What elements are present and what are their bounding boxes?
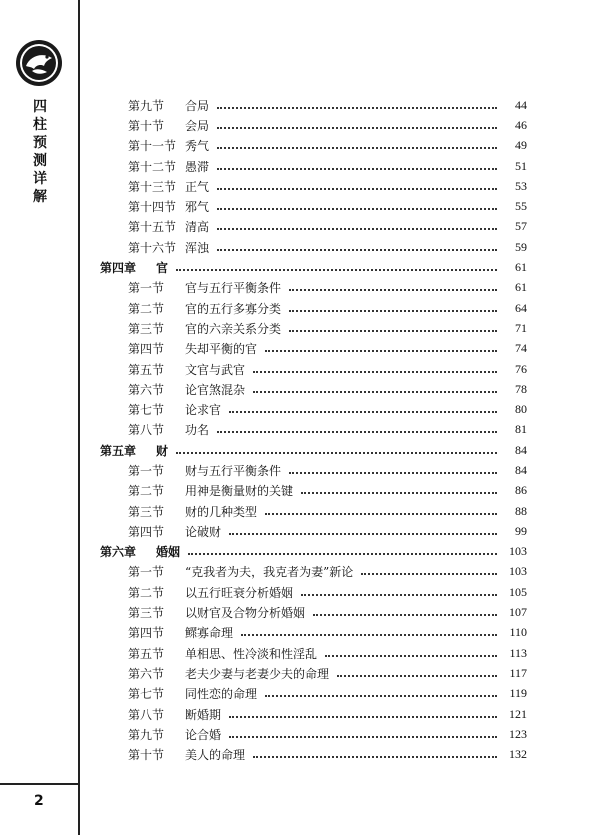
toc-section-row [100,745,527,765]
toc-section-row [100,318,527,338]
toc-entry-number: 第四节 [128,626,165,641]
book-emblem-icon [14,38,64,88]
vertical-title-char: 测 [33,153,47,169]
toc-entry-number: 第六节 [128,382,165,397]
toc-dot-leader [265,349,497,352]
toc-dot-leader [176,268,497,271]
toc-page-number: 78 [515,381,527,396]
toc-page-number: 110 [509,625,527,640]
toc-entry-label [128,563,353,580]
toc-dot-leader [241,633,497,636]
toc-page-number: 99 [515,523,527,538]
toc-dot-leader [337,674,497,677]
toc-entry-number: 第三节 [128,321,165,336]
toc-entry-title: 正气 [185,179,210,194]
toc-entry-label [100,543,180,560]
toc-dot-leader [217,248,497,251]
toc-entry-number: 第十节 [128,118,165,133]
toc-entry-title: 美人的命理 [185,748,246,763]
toc-page-number: 86 [515,483,527,498]
toc-dot-leader [229,735,497,738]
toc-page-number: 132 [509,747,527,762]
toc-entry-label [128,320,281,337]
toc-entry-number: 第九节 [128,727,165,742]
toc-entry-title: 官的五行多寡分类 [185,301,282,316]
toc-entry-title: 论求官 [185,403,222,418]
toc-dot-leader [229,532,497,535]
toc-entry-title: 用神是衡量财的关键 [185,484,294,499]
toc-entry-title: 浑浊 [185,240,210,255]
sidebar [0,0,80,835]
toc-page-number: 49 [515,138,527,153]
toc-entry-title: 以五行旺衰分析婚姻 [185,585,294,600]
toc-entry-number: 第七节 [128,687,165,702]
toc-section-row [100,704,527,724]
toc-entry-number: 第五节 [128,646,165,661]
toc-entry-title: 会局 [185,118,210,133]
toc-page-number: 88 [515,503,527,518]
toc-section-row [100,136,527,156]
toc-entry-label [128,746,245,763]
toc-entry-title: 官 [156,261,169,276]
toc-entry-label [128,361,245,378]
toc-entry-label [128,462,281,479]
toc-entry-label [128,685,257,702]
toc-section-row [100,420,527,440]
toc-page-number: 103 [509,564,527,579]
toc-entry-number: 第二节 [128,301,165,316]
toc-entry-label [128,726,221,743]
toc-page-number: 81 [515,422,527,437]
toc-entry-number: 第十二节 [128,159,177,174]
toc-entry-number: 第五节 [128,362,165,377]
toc-dot-leader [188,552,497,555]
toc-section-row [100,501,527,521]
toc-section-row [100,521,527,541]
toc-entry-title: 愚滞 [185,159,210,174]
toc-dot-leader [361,572,497,575]
toc-entry-title: 功名 [185,423,210,438]
toc-chapter-row [100,257,527,277]
toc-entry-label [128,218,209,235]
toc-entry-title: 论合婚 [185,727,222,742]
toc-entry-number: 第一节 [128,565,165,580]
toc-page-number: 44 [515,97,527,112]
toc-entry-label [128,279,281,296]
toc-dot-leader [289,288,497,291]
vertical-title-char: 柱 [33,117,47,133]
toc-entry-number: 第一节 [128,463,165,478]
toc-section-row [100,95,527,115]
toc-entry-number: 第二节 [128,585,165,600]
toc-section-row [100,156,527,176]
toc-dot-leader [217,146,497,149]
toc-entry-number: 第四节 [128,524,165,539]
toc-page-number: 64 [515,300,527,315]
toc-entry-label [128,665,329,682]
toc-entry-label [128,706,221,723]
toc-page-number: 61 [515,260,527,275]
toc-entry-label [128,158,209,175]
toc-section-row [100,176,527,196]
toc-entry-title: 财与五行平衡条件 [185,463,282,478]
toc-entry-number: 第十六节 [128,240,177,255]
toc-dot-leader [217,430,497,433]
toc-dot-leader [289,309,497,312]
toc-section-row [100,278,527,298]
toc-dot-leader [289,471,497,474]
toc-dot-leader [253,390,497,393]
toc-dot-leader [217,187,497,190]
toc-entry-number: 第九节 [128,98,165,113]
toc-dot-leader [229,715,497,718]
toc-page-number: 71 [515,320,527,335]
toc-entry-number: 第一节 [128,281,165,296]
toc-entry-title: 断婚期 [185,707,222,722]
toc-dot-leader [265,694,497,697]
toc-page-number: 46 [515,117,527,132]
toc-section-row [100,298,527,318]
toc-entry-number: 第六节 [128,666,165,681]
toc-entry-label [128,137,209,154]
toc-section-row [100,237,527,257]
toc-entry-number: 第十节 [128,748,165,763]
toc-page-number: 119 [509,686,527,701]
toc-entry-label [128,523,221,540]
toc-entry-number: 第八节 [128,707,165,722]
sidebar-border-horizontal [0,783,80,785]
toc-dot-leader [229,410,497,413]
toc-entry-number: 第三节 [128,606,165,621]
toc-page-number: 57 [515,219,527,234]
toc-dot-leader [176,451,497,454]
toc-entry-title: 失却平衡的官 [185,342,258,357]
toc-entry-label [128,604,305,621]
toc-dot-leader [217,207,497,210]
toc-page-number: 84 [515,462,527,477]
toc-entry-title: 官与五行平衡条件 [185,281,282,296]
sidebar-border-vertical [78,0,80,835]
toc-section-row [100,339,527,359]
toc-entry-label [128,340,257,357]
toc-page-number: 84 [515,442,527,457]
toc-entry-label [100,259,168,276]
toc-section-row [100,115,527,135]
toc-entry-label [128,300,281,317]
toc-page-number: 55 [515,199,527,214]
vertical-title-char: 解 [33,189,47,205]
toc-entry-number: 第二节 [128,484,165,499]
toc-entry-label [128,584,293,601]
toc-dot-leader [325,654,497,657]
vertical-title-char: 详 [33,171,47,187]
toc-chapter-row [100,440,527,460]
toc-section-row [100,217,527,237]
toc-section-row [100,379,527,399]
toc-entry-label [128,117,209,134]
toc-entry-number: 第四节 [128,342,165,357]
toc-entry-number: 第十五节 [128,220,177,235]
toc-page-number: 123 [509,726,527,741]
toc-entry-label [128,624,233,641]
toc-entry-title: 清高 [185,220,210,235]
toc-entry-number: 第三节 [128,504,165,519]
toc-entry-title: 论破财 [185,524,222,539]
toc-entry-number: 第五章 [100,443,137,458]
toc-page-number: 51 [515,158,527,173]
toc-page-number: 61 [515,280,527,295]
toc-page-number: 121 [509,706,527,721]
toc-entry-title: 同性恋的命理 [185,687,258,702]
toc-entry-title: “克我者为夫，我克者为妻”新论 [185,565,354,580]
toc-dot-leader [217,126,497,129]
toc-entry-number: 第六章 [100,545,137,560]
toc-entry-label [128,401,221,418]
toc-dot-leader [217,227,497,230]
toc-dot-leader [301,491,497,494]
toc-entry-title: 文官与武官 [185,362,246,377]
toc-entry-title: 以财官及合物分析婚姻 [185,606,306,621]
toc-entry-title: 财的几种类型 [185,504,258,519]
vertical-book-title [30,98,50,206]
toc-page-number: 53 [515,178,527,193]
toc-entry-title: 鳏寡命理 [185,626,234,641]
toc-entry-label [128,381,245,398]
toc-entry-label [128,198,209,215]
toc-page-number: 117 [509,665,527,680]
toc-chapter-row [100,542,527,562]
toc-entry-label [128,645,317,662]
toc-entry-title: 单相思、性冷淡和性淫乱 [185,646,318,661]
toc-section-row [100,460,527,480]
toc-entry-number: 第十四节 [128,200,177,215]
toc-entry-label [100,442,168,459]
toc-entry-label [128,97,209,114]
toc-page-number: 103 [509,544,527,559]
vertical-title-char: 四 [33,99,47,115]
toc-entry-title: 财 [156,443,169,458]
page-number: 2 [34,793,44,809]
toc-entry-title: 邪气 [185,200,210,215]
toc-entry-number: 第七节 [128,403,165,418]
toc-dot-leader [265,512,497,515]
toc-entry-label [128,239,209,256]
toc-section-row [100,623,527,643]
toc-entry-title: 老夫少妻与老妻少夫的命理 [185,666,330,681]
toc-entry-number: 第四章 [100,261,137,276]
toc-dot-leader [217,106,497,109]
toc-section-row [100,602,527,622]
toc-entry-label [128,178,209,195]
toc-entry-title: 婚姻 [156,545,181,560]
toc-page-number: 76 [515,361,527,376]
toc-page-number: 105 [509,584,527,599]
toc-dot-leader [253,370,497,373]
toc-entry-number: 第十一节 [128,139,177,154]
toc-section-row [100,663,527,683]
toc-section-row [100,399,527,419]
toc-dot-leader [301,593,497,596]
toc-page-number: 74 [515,341,527,356]
toc-entry-title: 秀气 [185,139,210,154]
toc-entry-title: 官的六亲关系分类 [185,321,282,336]
toc-dot-leader [253,755,497,758]
toc-page-number: 107 [509,605,527,620]
table-of-contents [100,95,527,765]
toc-page-number: 80 [515,402,527,417]
toc-page-number: 113 [509,645,527,660]
toc-section-row [100,359,527,379]
toc-entry-label [128,503,257,520]
toc-section-row [100,582,527,602]
toc-section-row [100,724,527,744]
toc-dot-leader [313,613,497,616]
toc-entry-label [128,482,293,499]
vertical-title-char: 预 [33,135,47,151]
toc-entry-label [128,421,209,438]
toc-page-number: 59 [515,239,527,254]
toc-section-row [100,643,527,663]
toc-entry-title: 合局 [185,98,210,113]
toc-section-row [100,481,527,501]
toc-dot-leader [289,329,497,332]
toc-section-row [100,684,527,704]
toc-entry-title: 论官煞混杂 [185,382,246,397]
toc-section-row [100,196,527,216]
toc-entry-number: 第八节 [128,423,165,438]
toc-section-row [100,562,527,582]
toc-dot-leader [217,167,497,170]
toc-entry-number: 第十三节 [128,179,177,194]
